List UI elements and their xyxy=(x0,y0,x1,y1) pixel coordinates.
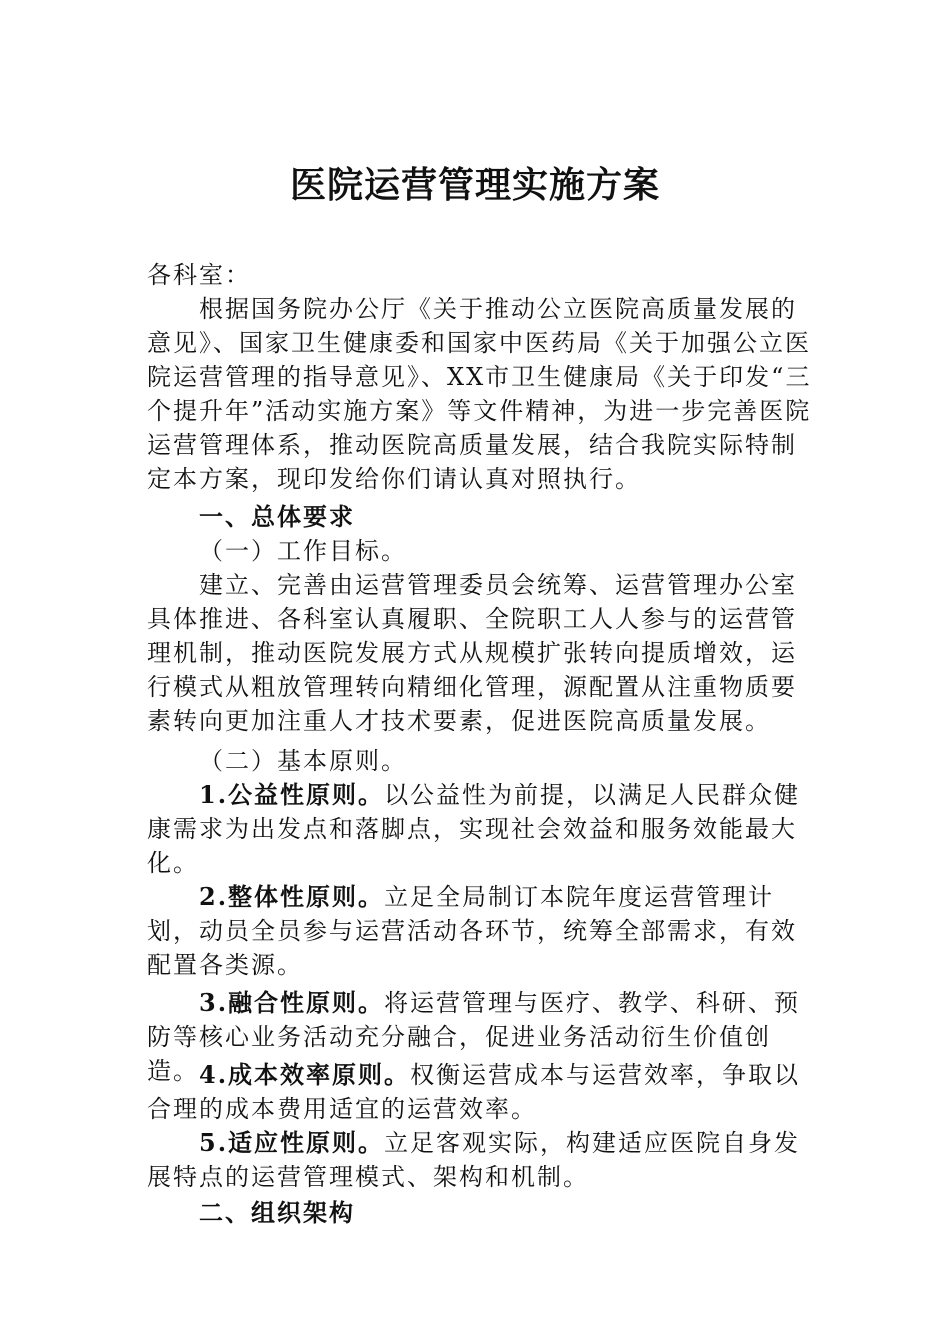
goal-paragraph: 建立、完善由运营管理委员会统筹、运营管理办公室具体推进、各科室认真履职、全院职工人人参与的运营管理机制，推动医院发展方式从规模扩张转向提质增效，运行模式从粗放管理转向精细化管理，源配置从注重物质要素转向更加注重人才技术要素，促进医院高质量发展。 xyxy=(147,571,797,735)
principle-item xyxy=(147,880,812,982)
subsection-2-heading: （二）基本原则。 xyxy=(199,747,407,775)
principle-label: 4.成本效率原则。 xyxy=(199,1060,411,1089)
principle-text: 以公益性为前提，以满足人民群众健康需求为出发点和落脚点，实现社会效益和服务效能最大化。 xyxy=(147,781,801,877)
principle-text: 立足全局制订本院年度运营管理计划，动员全员参与运营活动各环节，统筹全部需求，有效配置各类源。 xyxy=(147,883,797,979)
section-2-heading: 二、组织架构 xyxy=(199,1198,355,1227)
principle-item xyxy=(147,778,812,880)
subsection-1-heading: （一）工作目标。 xyxy=(199,537,407,565)
principle-item xyxy=(147,1058,812,1126)
principle-text: 立足客观实际，构建适应医院自身发展特点的运营管理模式、架构和机制。 xyxy=(147,1129,801,1191)
intro-paragraph: 根据国务院办公厅《关于推动公立医院高质量发展的意见》、国家卫生健康委和国家中医药局《关于加强公立医院运营管理的指导意见》、XX市卫生健康局《关于印发“三个提升年”活动实施方案》等文件精神，为进一步完善医院运营管理体系，推动医院高质量发展，结合我院实际特制定本方案，现印发给你们请认真对照执行。 xyxy=(147,295,812,493)
document-title: 医院运营管理实施方案 xyxy=(289,164,660,206)
principle-label: 3.融合性原则。 xyxy=(199,988,385,1017)
principle-label: 5.适应性原则。 xyxy=(199,1128,385,1157)
principle-label: 1.公益性原则。 xyxy=(199,780,385,809)
section-1-heading: 一、总体要求 xyxy=(199,502,355,531)
principle-text: 权衡运营成本与运营效率，争取以合理的成本费用适宜的运营效率。 xyxy=(147,1061,801,1123)
principle-item xyxy=(147,1126,812,1194)
principle-text: 将运营管理与医疗、教学、科研、预防等核心业务活动充分融合，促进业务活动衍生价值创造。 xyxy=(147,989,801,1085)
salutation: 各科室： xyxy=(147,261,251,289)
principle-label: 2.整体性原则。 xyxy=(199,882,385,911)
